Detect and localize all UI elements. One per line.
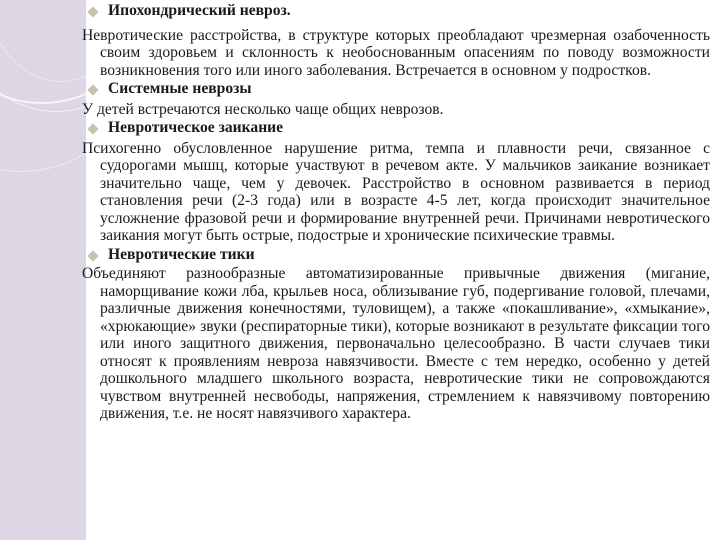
section-heading-system-neuroses <box>82 80 710 98</box>
heading-text: Системные неврозы <box>108 80 252 97</box>
bullet-diamond-icon <box>87 84 98 95</box>
bullet-diamond-icon <box>87 123 98 134</box>
slide-content <box>82 0 710 423</box>
section-heading-hypochondria <box>82 2 710 20</box>
heading-text: Невротические тики <box>108 245 255 263</box>
heading-text: Невротическое заикание <box>108 119 284 136</box>
left-decorative-band <box>0 0 86 540</box>
section-text-hypochondria: Невротические расстройства, в структуре которых преобладают чрезмерная озабоченность своим здоровьем и склонность к необоснованным опасениям по поводу возможности возникновения того или иного заболевания. Встречается в основном у подростков. <box>82 26 710 79</box>
section-heading-tics <box>82 246 710 264</box>
heading-text: Ипохондрический невроз. <box>108 2 291 19</box>
section-heading-stuttering <box>82 119 710 137</box>
bullet-diamond-icon <box>87 250 98 261</box>
bullet-diamond-icon <box>87 6 98 17</box>
section-text-system-neuroses: У детей встречаются несколько чаще общих неврозов. <box>82 100 444 118</box>
section-text-stuttering: Психогенно обусловленное нарушение ритма, темпа и плавности речи, связанное с судорогами мышц, которые участвуют в речевом акте. У мальчиков заикание возникает значительно чаще, чем у девочек. Расстройство в основном развивается в период становления речи (2-3 года) или в возрасте 4-5 лет, когда происходит значительное усложнение фразовой речи и формирование внутренней речи. Причинами невротического заикания могут быть острые, подострые и хронические психические травмы. <box>82 139 710 244</box>
section-text-tics: Объединяют разнообразные автоматизированные привычные движения (мигание, наморщивание кожи лба, крыльев носа, облизывание губ, подергивание головой, плечами, различные движения конечностями, туловищем), а также «покашливание», «хмыкание», «хрюкающие» звуки (респираторные тики), которые возникают в результате фиксации того или иного защитного движения, первоначально целесообразно. В части случаев тики относят к проявлениям невроза навязчивости. Вместе с тем нередко, особенно у детей дошкольного младшего школьного возраста, невротические тики не сопровождаются чувством внутренней несвободы, напряжения, стремлением к навязчивому повторению движения, т.е. не носят навязчивого характера. <box>82 265 710 422</box>
